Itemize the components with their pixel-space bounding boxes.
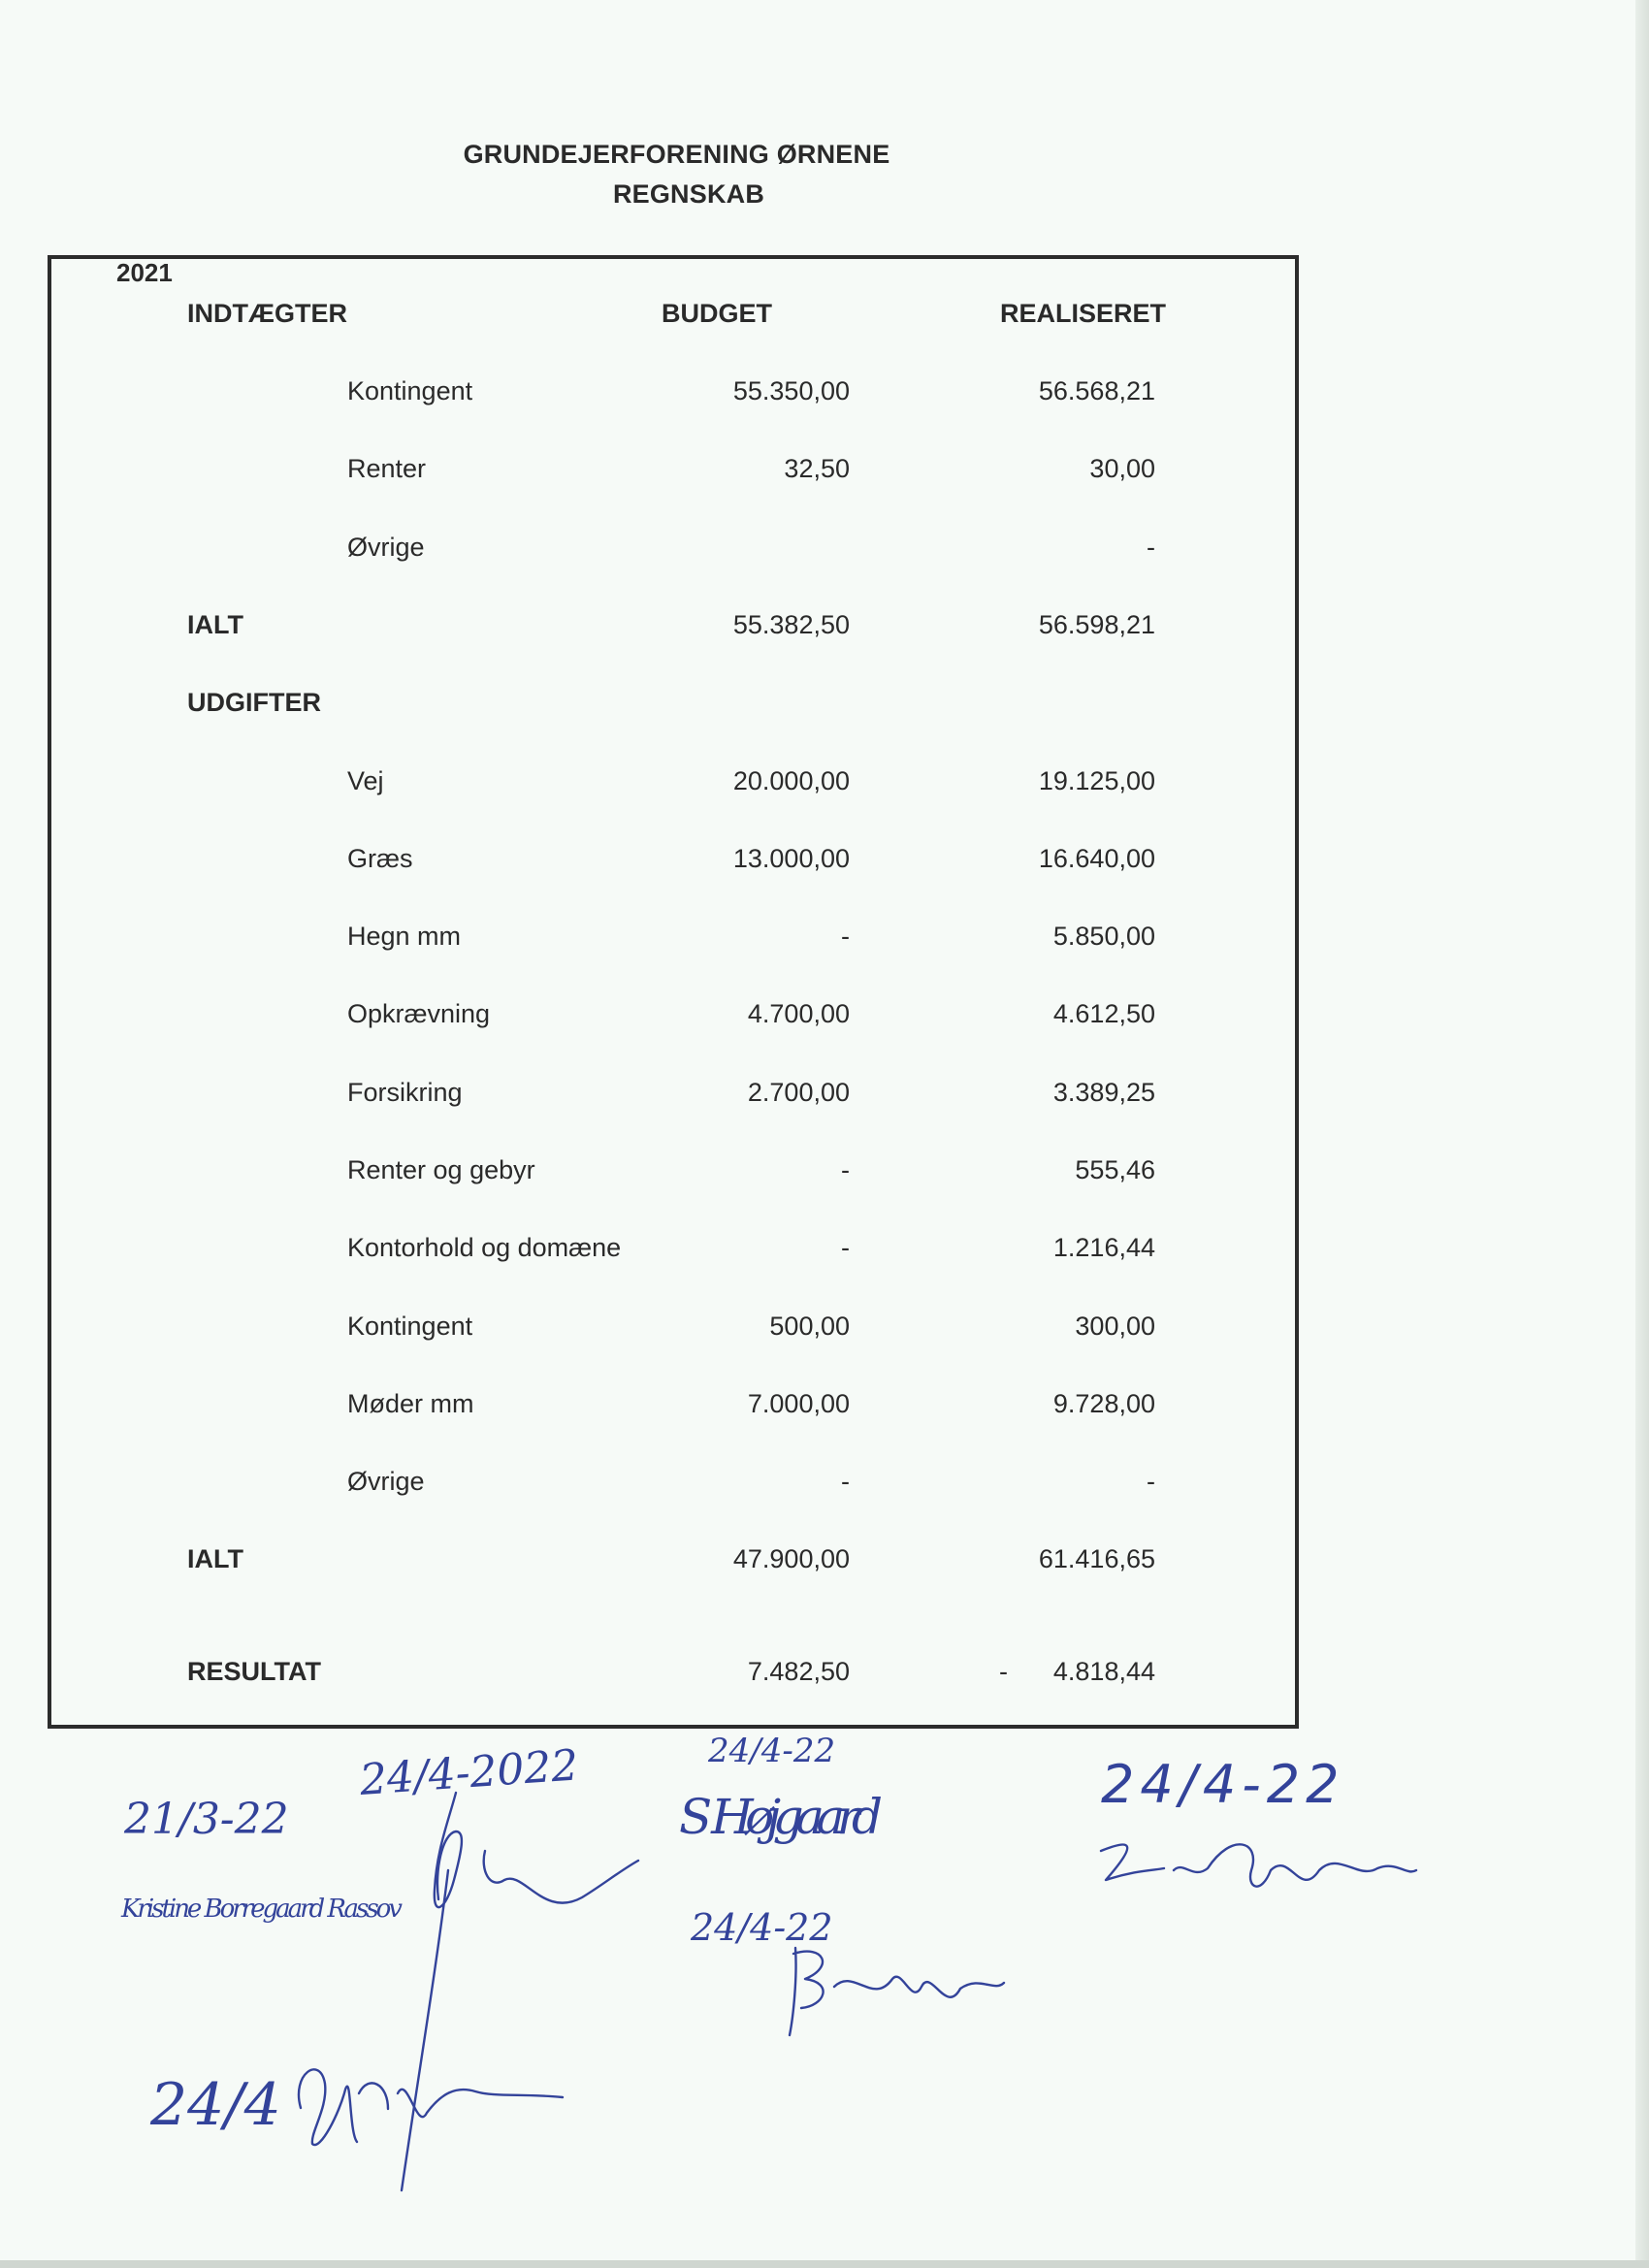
expense-row-label: Opkrævning [347,999,491,1029]
column-header-income: INDTÆGTER [187,299,347,328]
expenses-total-label: IALT [187,1543,243,1573]
signature-date: 21/3-22 [124,1795,289,1844]
expense-row-realized: 1.216,44 [1052,1233,1155,1263]
expenses-heading: UDGIFTER [187,688,321,718]
signature-name: Kristine Borregaard Rassov [121,1895,403,1924]
column-header-realized: REALISERET [1000,299,1167,328]
signature-date: 24/4 [150,2071,281,2139]
expense-row-realized: 3.389,25 [1052,1077,1155,1107]
result-budget: 7.482,50 [747,1657,850,1686]
expense-row-realized: 300,00 [1075,1311,1155,1341]
expense-row-budget: - [841,1467,850,1497]
expense-row-budget: - [841,1155,850,1184]
fiscal-year: 2021 [116,258,173,287]
signature-scribble [790,1948,1004,2035]
signature-scribble [484,1851,638,1903]
expense-row-label: Vej [347,765,384,795]
income-row-label: Renter [347,454,427,484]
income-row-realized: - [1147,532,1155,562]
column-header-budget: BUDGET [662,299,772,328]
result-label: RESULTAT [187,1657,321,1686]
expense-row-budget: 500,00 [769,1311,850,1341]
expense-row-label: Hegn mm [347,922,462,952]
expense-row-realized: 19.125,00 [1038,765,1155,795]
signature-name: S Højgaard [679,1789,883,1845]
income-row-label: Øvrige [347,532,425,562]
expense-row-label: Møder mm [347,1388,474,1418]
signature-scribble [299,2069,563,2145]
expenses-total-realized: 61.416,65 [1038,1543,1155,1573]
expense-row-budget: 2.700,00 [747,1077,850,1107]
expense-row-label: Kontorhold og domæne [347,1233,622,1263]
income-row-budget: 55.350,00 [732,376,850,405]
income-total-label: IALT [187,609,243,639]
income-total-realized: 56.598,21 [1038,609,1155,639]
signature-scribble [402,1870,448,2190]
signature-scribble [1101,1844,1416,1886]
expenses-total-budget: 47.900,00 [732,1543,850,1573]
signature-date: 24/4-22 [708,1732,836,1770]
signature-date: 24/4-2022 [358,1740,580,1805]
expense-row-budget: 4.700,00 [747,999,850,1029]
expense-row-label: Forsikring [347,1077,463,1107]
income-row-label: Kontingent [347,376,473,405]
expense-row-budget: 13.000,00 [732,843,850,873]
expense-row-realized: 5.850,00 [1052,922,1155,952]
income-row-realized: 56.568,21 [1038,376,1155,405]
result-realized-sign: - [999,1657,1008,1686]
document-title: GRUNDEJERFORENING ØRNENE [463,140,890,169]
income-row-budget: 32,50 [784,454,850,484]
signature-date: 24/4-22 [1101,1754,1345,1815]
expense-row-label: Øvrige [347,1467,425,1497]
expense-row-budget: 7.000,00 [747,1388,850,1418]
expense-row-budget: 20.000,00 [732,765,850,795]
expense-row-budget: - [841,1233,850,1263]
result-realized: 4.818,44 [1052,1657,1155,1686]
expense-row-realized: 555,46 [1075,1155,1155,1184]
expense-row-realized: 9.728,00 [1052,1388,1155,1418]
income-row-realized: 30,00 [1089,454,1155,484]
expense-row-realized: 16.640,00 [1038,843,1155,873]
signature-date: 24/4-22 [691,1906,833,1949]
income-total-budget: 55.382,50 [732,609,850,639]
signatures-area [0,1725,1649,2268]
expense-row-realized: 4.612,50 [1052,999,1155,1029]
expense-row-budget: - [841,922,850,952]
expense-row-label: Græs [347,843,413,873]
document-subtitle: REGNSKAB [612,179,765,209]
signature-scribble [435,1793,462,1907]
expense-row-label: Kontingent [347,1311,473,1341]
expense-row-label: Renter og gebyr [347,1155,535,1184]
expense-row-realized: - [1147,1467,1155,1497]
